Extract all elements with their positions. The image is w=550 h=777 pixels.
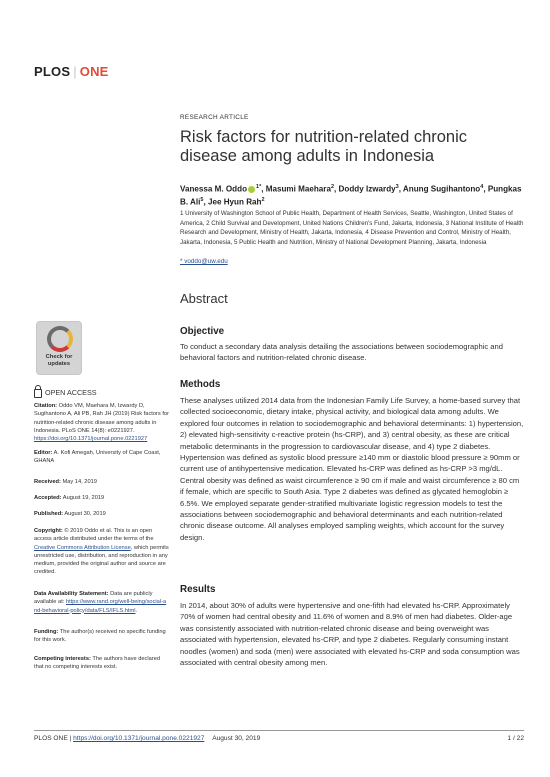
plos-one-logo (34, 64, 109, 79)
received-block (34, 478, 169, 486)
accepted-block (34, 494, 169, 502)
data-availability-text: Data are publicly available at: (34, 591, 153, 606)
orcid-icon[interactable] (248, 186, 255, 193)
open-access-text: OPEN ACCESS (45, 388, 97, 397)
competing-interests-label: Competing interests: (34, 656, 91, 662)
check-updates-label (37, 354, 81, 368)
accepted-label: Accepted: (34, 495, 62, 501)
citation-label: Citation: (34, 403, 58, 409)
citation-text: Oddo VM, Maehara M, Izwardy D, Sugihantono A, Ali PB, Rah JH (2019) Risk factors for nutrition-related chronic disease among adults in Indonesia. PLoS ONE 14(8): e0221927. (34, 403, 169, 434)
author-2-affil: 2 (330, 184, 335, 190)
author-sep: , (483, 184, 488, 194)
open-access-label (34, 387, 97, 398)
data-availability-link[interactable]: https://www.rand.org/well-being/social-and-behavioral-policy/data/FLS/IFLS.html (34, 599, 167, 614)
data-availability-label: Data Availability Statement: (34, 591, 109, 597)
author-sep: , (261, 184, 266, 194)
abstract-heading: Abstract (180, 291, 228, 306)
author-6-affil: 2 (261, 196, 265, 203)
objective-text: To conduct a secondary data analysis detailing the associations between sociodemographic and behavioral factors and nutrition-related chronic disease. (180, 342, 503, 363)
copyright-label: Copyright: (34, 528, 63, 534)
methods-heading: Methods (180, 379, 221, 390)
citation-doi-link[interactable]: https://doi.org/10.1371/journal.pone.0221927 (34, 436, 148, 443)
license-link[interactable]: Creative Commons Attribution License (34, 544, 131, 551)
article-type: RESEARCH ARTICLE (180, 114, 249, 121)
editor-text: A. Kofi Amegah, University of Cape Coast, GHANA (34, 450, 161, 465)
crossmark-icon (47, 326, 73, 352)
author-4-affil: 4 (480, 184, 484, 190)
author-sep: , (398, 184, 403, 194)
published-label: Published: (34, 511, 64, 517)
citation-block (34, 402, 169, 443)
one-text: ONE (79, 64, 109, 79)
check-updates-line1: Check for (45, 354, 73, 360)
page-footer (34, 735, 260, 742)
funding-label: Funding: (34, 629, 59, 635)
plos-text: PLOS (34, 64, 71, 79)
author-1[interactable]: Vanessa M. Oddo (180, 184, 248, 194)
funding-text: The author(s) received no specific funding for this work. (34, 629, 166, 644)
published-date: August 30, 2019 (64, 511, 106, 517)
author-1-affil: 1* (256, 184, 262, 190)
author-5[interactable]: Pungkas B. Ali (180, 184, 522, 207)
footer-date: August 30, 2019 (212, 735, 261, 742)
open-lock-icon (34, 389, 42, 398)
editor-block (34, 449, 169, 466)
author-sep: , (334, 184, 339, 194)
copyright-text: © 2019 Oddo et al. This is an open access article distributed under the terms of the (34, 528, 154, 543)
accepted-date: August 19, 2019 (62, 495, 105, 501)
data-availability-end: . (135, 607, 138, 614)
logo-divider: | (73, 64, 77, 79)
copyright-text-end: , which permits unrestricted use, distribution, and reproduction in any medium, provided the original author and source are credited. (34, 544, 169, 576)
author-5-affil: 5 (200, 196, 204, 203)
corresponding-email[interactable]: * voddo@uw.edu (180, 258, 228, 265)
results-text: In 2014, about 30% of adults were hypertensive and one-fifth had elevated hs-CRP. Approximately 70% of women had central obesity and 11.6% of women and 8.9% of men had diabetes. Older-age was consistently associated with nutrition-related chronic disease and being overweight was associated with hypertension, elevated hs-CRP, and type 2 diabetes. Regularly consuming instant noodles (women) and soda (men) were associated with elevated hs-CRP and soda consumption was associated with central obesity among men. (180, 601, 520, 668)
competing-interests-text: The authors have declared that no competing interests exist. (34, 656, 161, 671)
data-availability-block (34, 590, 169, 615)
results-heading: Results (180, 584, 216, 595)
author-sep: , (203, 197, 208, 207)
check-updates-line2: updates (47, 361, 71, 367)
author-list (180, 182, 525, 207)
author-3[interactable]: Doddy Izwardy (338, 184, 396, 194)
footer-doi-link[interactable]: https://doi.org/10.1371/journal.pone.0221927 (73, 735, 205, 742)
author-2[interactable]: Masumi Maehara (265, 184, 331, 194)
author-6[interactable]: Jee Hyun Rah (207, 197, 262, 207)
editor-label: Editor: (34, 450, 53, 456)
methods-text: These analyses utilized 2014 data from the Indonesian Family Life Survey, a home-based survey that collected socioeconomic, dietary intake, physical activity, and biological data among adults. We explored four outcomes in relation to sociodemographic and behavioral determinants: 1) hypertension, 2) elevated high-sensitivity c-reactive protein (hs-CRP), and 3) central obesity, as these are critical metabolic determinants in the progression to cardiovascular disease, and 4) type 2 diabetes. Hypertension was defined as systolic blood pressure ≥140 mm or diastolic blood pressure ≥ 90mm or current use of antihypertensive medication. Elevated hs-CRP was defined as hs-CRP >3 mg/dL. Central obesity was defined as waist circumference ≥ 90 cm if male and waist circumference ≥ 80 cm if female, which are specific to South Asia. Type 2 diabetes was defined as glycated hemoglobin ≥ 6.5%. We employed separate gender-stratified multivariate logistic regression models to test the associations between sociodemographic and behavioral determinants and each nutrition-related chronic disease outcome. All analyses employed sampling weights, which account for the survey design. (180, 396, 524, 542)
check-for-updates-badge[interactable] (36, 321, 82, 375)
page-number: 1 / 22 (507, 735, 524, 742)
published-block (34, 510, 169, 518)
author-3-affil: 3 (395, 184, 399, 190)
received-date: May 14, 2019 (62, 479, 97, 485)
footer-journal: PLOS ONE | (34, 735, 72, 742)
objective-heading: Objective (180, 326, 225, 337)
competing-interests-block (34, 655, 169, 672)
article-title: Risk factors for nutrition-related chronic disease among adults in Indonesia (180, 128, 468, 165)
footer-divider (34, 730, 524, 731)
received-label: Received: (34, 479, 61, 485)
author-4[interactable]: Anung Sugihantono (402, 184, 481, 194)
copyright-block (34, 527, 169, 577)
affiliations: 1 University of Washington School of Public Health, Department of Health Services, Seattle, Washington, United States of America, 2 Child Survival and Development, United Nations Children's Fund, Jakarta, Indonesia, 3 National Institute of Health Research and Development, Ministry of Health, Jakarta, Indonesia, 4 Disease Prevention and Control, Ministry of Health, Jakarta, Indonesia, 5 Public Health and Nutrition, Ministry of National Development Planning, Jakarta, Indonesia (180, 210, 524, 246)
funding-block (34, 628, 169, 645)
